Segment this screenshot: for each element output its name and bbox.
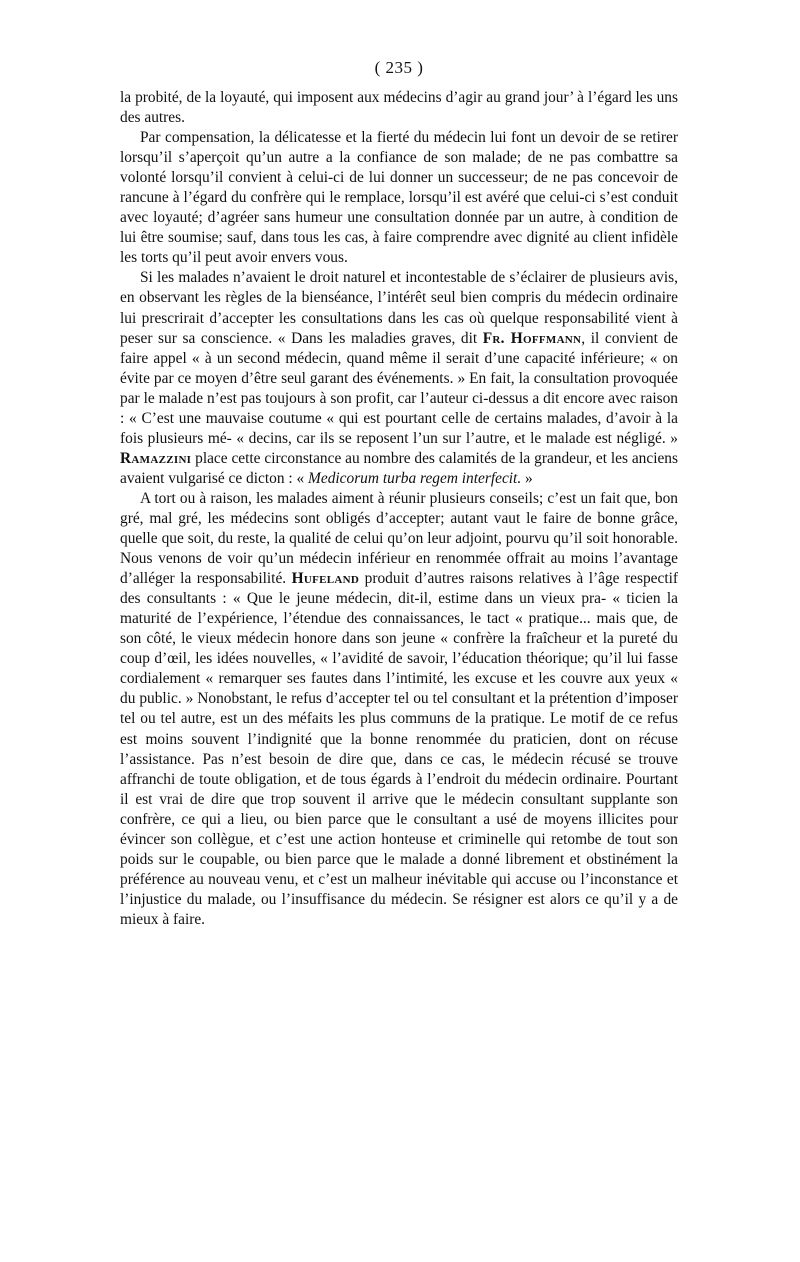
text-run: place cette circonstance au nombre des calamités de la grandeur, et les anciens avaient vulgarisé ce dicton : « xyxy=(120,449,678,487)
paragraph-4 xyxy=(120,489,678,930)
paragraph-3 xyxy=(120,268,678,489)
book-page xyxy=(120,58,678,930)
text-run: , il convient de faire appel « à un second médecin, quand même il serait d’une capacité inférieure; « on évite par ce moyen d’être seul garant des événements. » En fait, la consultation provoquée par le malade n’est pas toujours à son profit, car l’auteur ci-dessus a dit encore avec raison : « C’est une mauvaise coutume « qui est pourtant celle de certains malades, d’avoir à la fois plusieurs mé- « decins, car ils se reposent l’un sur l’autre, et le malade est négligé. » xyxy=(120,329,678,447)
paragraph-2 xyxy=(120,128,678,268)
page-number: ( 235 ) xyxy=(374,58,424,77)
text-run: Si les malades n’avaient le droit naturel et incontestable de s’éclairer de plusieurs avis, en observant les règles de la bienséance, l’intérêt seul bien compris du médecin ordinaire lui prescrirait d’accepter les consultations dans les cas où quelque responsabilité vient à peser sur sa conscience. « Dans les maladies graves, dit xyxy=(120,269,678,347)
text-run: Par compensation, la délicatesse et la fierté du médecin lui font un devoir de se retirer lorsqu’il s’aperçoit qu’un autre a la confiance de son malade; de ne pas combattre sa volonté lorsqu’il convient à celui-ci de lui donner un successeur; de ne pas concevoir de rancune à l’égard du confrère qui le remplace, lorsqu’il est avéré que celui-ci s’est conduit avec loyauté; d’agréer sans humeur une consultation donnée par un autre, à condition de lui être soumise; sauf, dans tous les cas, à faire comprendre avec dignité au client infidèle les torts qu’il peut avoir envers vous. xyxy=(120,129,678,267)
text-run: produit d’autres raisons relatives à l’âge respectif des consultants : « Que le jeune médecin, dit-il, estime dans un vieux pra- « ticien la maturité de l’expérience, l’étendue des connaissances, le tact « pratique... mais que, de son côté, le vieux médecin honore dans son jeune « confrère la fraîcheur et la pureté du coup d’œil, les idées nouvelles, « l’avidité de savoir, l’éducation théorique; qu’il lui fasse cordialement « remarquer ses fautes dans l’intimité, les excuse et les couvre aux yeux « du public. » Nonobstant, le refus d’accepter tel ou tel consultant et la prétention d’imposer tel ou tel autre, est un des méfaits les plus communs de la pratique. Le motif de ce refus est moins souvent l’indignité que la bonne renommée du praticien, dont on récuse l’assistance. Pas n’est besoin de dire que, dans ce cas, le médecin récusé se trouve affranchi de toute obligation, et de tous égards à l’endroit du médecin ordinaire. Pourtant il est vrai de dire que trop souvent il arrive que le médecin consultant supplante son confrère, ce qui a lieu, ou bien parce que le consultant a usé de moyens illicites pour évincer son collègue, et c’est une action honteuse et criminelle qui retombe de tout son poids sur le coupable, ou bien parce que le malade a donné librement et obstinément la préférence au nouveau venu, et c’est un malheur inévitable qui accuse ou l’inconstance et l’injustice du malade, ou l’insuffisance du médecin. Se résigner est alors ce qu’il y a de mieux à faire. xyxy=(120,570,678,928)
latin-quote: Medicorum turba regem interfecit. xyxy=(308,469,522,487)
author-name-hoffmann: Fr. Hoffmann xyxy=(482,329,582,347)
text-run: » xyxy=(521,469,533,487)
text-run: A tort ou à raison, les malades aiment à réunir plusieurs conseils; c’est un fait que, bon gré, mal gré, les médecins sont obligés d’accepter; autant vaut le faire de bonne grâce, quelle que soit, du reste, la qualité de celui qu’on leur adjoint, pourvu qu’il soit honorable. Nous venons de voir qu’un médecin inférieur en renommée offrait au moins l’avantage d’alléger la responsabilité. xyxy=(120,489,678,588)
author-name-hufeland: Hufeland xyxy=(291,570,360,588)
text-run: la probité, de la loyauté, qui imposent aux médecins d’agir au grand jour’ à l’égard les uns des autres. xyxy=(120,89,678,127)
paragraph-1 xyxy=(120,88,678,128)
author-name-ramazzini: Ramazzini xyxy=(120,449,192,467)
